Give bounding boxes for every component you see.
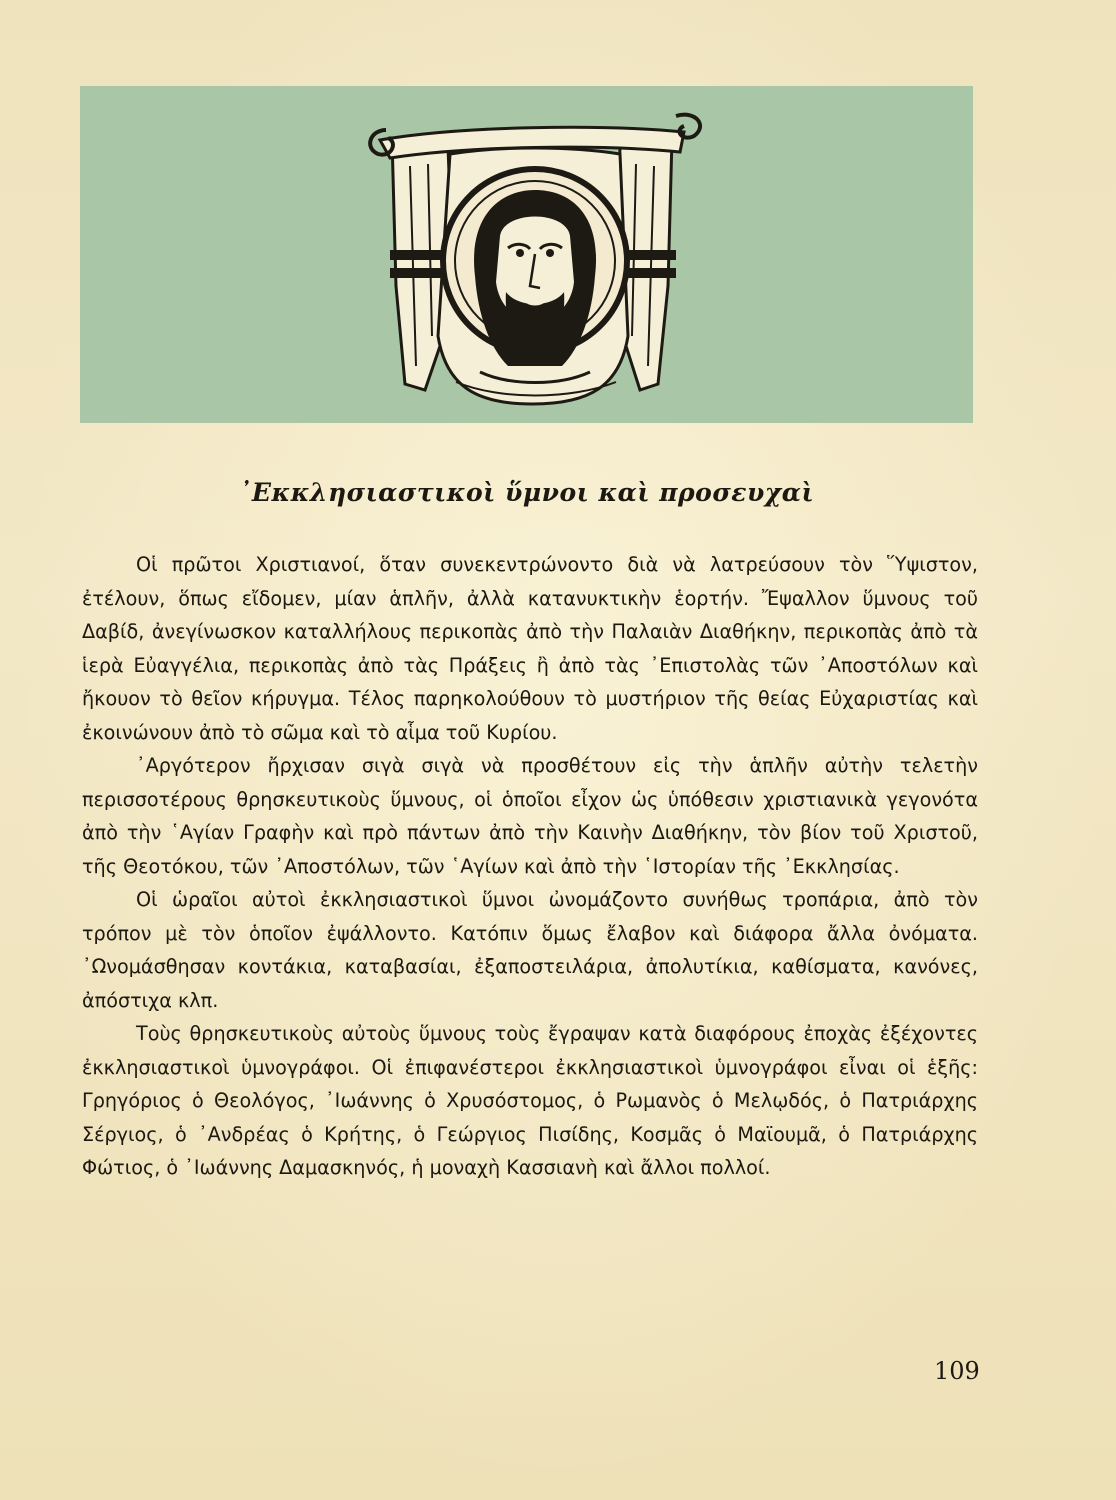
- header-illustration: [80, 86, 973, 423]
- paragraph-1: Οἱ πρῶτοι Χριστιανοί, ὅταν συνεκεντρώνοντο διὰ νὰ λατρεύσουν τὸν Ὕψιστον, ἐτέλουν, ὅπως εἴδομεν, μίαν ἁπλῆν, ἀλλὰ κατανυκτικὴν ἑορτήν. Ἔψαλλον ὕμνους τοῦ Δαβίδ, ἀνεγίνωσκον καταλλήλους περικοπὰς ἀπὸ τὴν Παλαιὰν Διαθήκην, περικοπὰς ἀπὸ τὰ ἱερὰ Εὐαγγέλια, περικοπὰς ἀπὸ τὰς Πράξεις ἢ ἀπὸ τὰς ᾿Επιστολὰς τῶν ᾿Αποστόλων καὶ ἤκουον τὸ θεῖον κήρυγμα. Τέλος παρηκολούθουν τὸ μυστήριον τῆς θείας Εὐχαριστίας καὶ ἐκοινώνουν ἀπὸ τὸ σῶμα καὶ τὸ αἷμα τοῦ Κυρίου.: [82, 553, 978, 744]
- page-number: 109: [934, 1357, 980, 1385]
- paragraph-2: ᾿Αργότερον ἤρχισαν σιγὰ σιγὰ νὰ προσθέτουν εἰς τὴν ἁπλῆν αὐτὴν τελετὴν περισσοτέρους θρησκευτικοὺς ὕμνους, οἱ ὁποῖοι εἶχον ὡς ὑπόθεσιν χριστιανικὰ γεγονότα ἀπὸ τὴν ῾Αγίαν Γραφὴν καὶ πρὸ πάντων ἀπὸ τὴν Καινὴν Διαθήκην, τὸν βίον τοῦ Χριστοῦ, τῆς Θεοτόκου, τῶν ᾿Αποστόλων, τῶν ῾Αγίων καὶ ἀπὸ τὴν ῾Ιστορίαν τῆς ᾿Εκκλησίας.: [82, 754, 978, 878]
- paragraph-4: Τοὺς θρησκευτικοὺς αὐτοὺς ὕμνους τοὺς ἔγραψαν κατὰ διαφόρους ἐποχὰς ἐξέχοντες ἐκκλησιαστικοὶ ὑμνογράφοι. Οἱ ἐπιφανέστεροι ἐκκλησιαστικοὶ ὑμνογράφοι εἶναι οἱ ἑξῆς: Γρηγόριος ὁ Θεολόγος, ᾿Ιωάννης ὁ Χρυσόστομος, ὁ Ρωμανὸς ὁ Μελῳδός, ὁ Πατριάρχης Σέργιος, ὁ ᾿Ανδρέας ὁ Κρήτης, ὁ Γεώργιος Πισίδης, Κοσμᾶς ὁ Μαϊουμᾶ, ὁ Πατριάρχης Φώτιος, ὁ ᾿Ιωάννης Δαμασκηνός, ἡ μοναχὴ Κασσιανὴ καὶ ἄλλοι πολλοί.: [82, 1022, 978, 1179]
- holy-mandylion-icon: [80, 86, 973, 423]
- page-title: ᾿Εκκλησιαστικοὶ ὕμνοι καὶ προσευχαὶ: [238, 478, 815, 507]
- body-text: [82, 548, 978, 1185]
- paragraph-3: Οἱ ὡραῖοι αὐτοὶ ἐκκλησιαστικοὶ ὕμνοι ὠνομάζοντο συνήθως τροπάρια, ἀπὸ τὸν τρόπον μὲ τὸν ὁποῖον ἐψάλλοντο. Κατόπιν ὅμως ἔλαβον καὶ διάφορα ἄλλα ὀνόματα. ᾿Ωνομάσθησαν κοντάκια, καταβασίαι, ἐξαποστειλάρια, ἀπολυτίκια, καθίσματα, κανόνες, ἀπόστιχα κλπ.: [82, 888, 978, 1012]
